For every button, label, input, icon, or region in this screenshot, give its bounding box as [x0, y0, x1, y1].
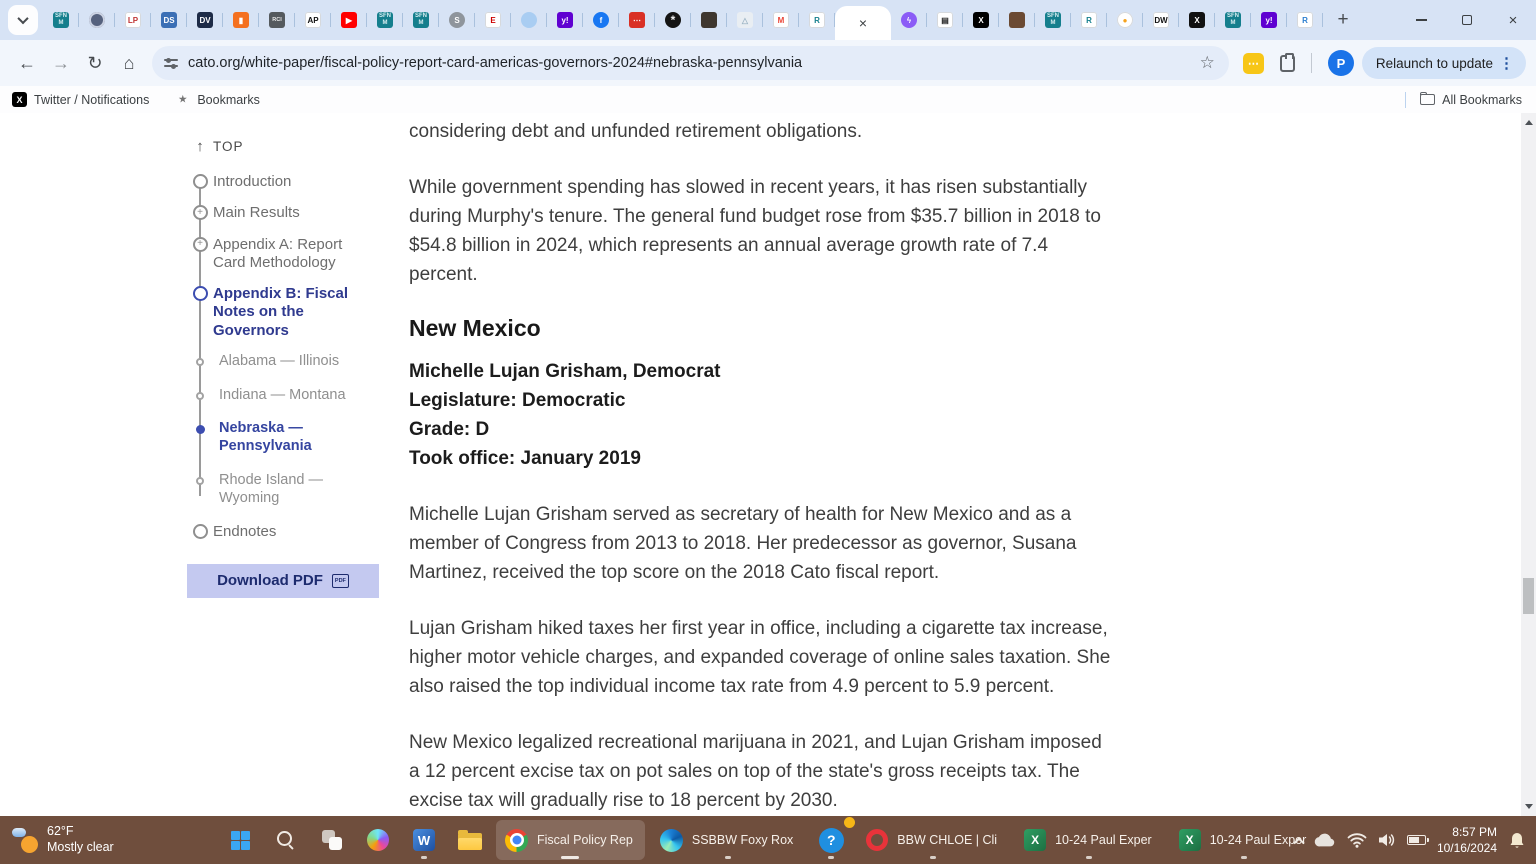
relaunch-label: Relaunch to update	[1375, 55, 1493, 71]
tab-x[interactable]	[963, 0, 999, 40]
chrome-task-button[interactable]	[496, 820, 645, 860]
wifi-button[interactable]	[1347, 832, 1367, 848]
excel-icon: X	[1179, 829, 1201, 851]
hidden-icons-button[interactable]	[1295, 836, 1303, 844]
tab-sfnm[interactable]	[1035, 0, 1071, 40]
clock[interactable]	[1437, 824, 1497, 856]
bookmark-favicon: X	[12, 92, 27, 107]
toc-introduction[interactable]	[187, 173, 387, 191]
tab-rci[interactable]	[259, 0, 295, 40]
tab-favicon: ▶	[341, 12, 357, 28]
tab-favicon: SFNM	[55, 13, 67, 26]
battery-button[interactable]	[1407, 835, 1426, 845]
tab-favicon: SFNM	[415, 13, 427, 26]
window-controls	[1398, 0, 1536, 40]
close-icon: ×	[1508, 11, 1518, 29]
tab-favicon: R	[1297, 12, 1313, 28]
paragraph-taxes: Lujan Grisham hiked taxes her first year in office, including a cigarette tax increase, higher motor vehicle charges, and expanded coverage of online sales taxation. She also raised the top individual income tax rate from 4.9 percent to 5.9 percent.	[409, 618, 1111, 698]
download-pdf-button[interactable]	[187, 564, 379, 598]
back-button[interactable]: ←	[18, 52, 36, 73]
toc-nebraska-pennsylvania[interactable]	[187, 420, 387, 455]
all-bookmarks[interactable]	[1405, 92, 1522, 108]
tab-favicon: E	[485, 12, 501, 28]
bookmarks-bar	[0, 86, 1536, 113]
tab-search-button[interactable]	[8, 5, 38, 35]
toc-label: Indiana — Montana	[219, 386, 346, 403]
tab-favicon: SFNM	[1227, 13, 1239, 26]
file-explorer-button[interactable]	[450, 820, 490, 860]
toc-label: Nebraska — Pennsylvania	[219, 420, 312, 455]
notifications-button[interactable]	[1508, 831, 1526, 850]
paragraph-marijuana: New Mexico legalized recreational marijuana in 2021, and Lujan Grisham imposed a 12 percent excise tax on pot sales on top of the state's gross receipts tax. The excise tax will gradually rise to 18 percent by 2030.	[409, 732, 1102, 812]
close-icon[interactable]: ×	[858, 15, 868, 31]
weather-icon	[12, 827, 38, 853]
tab-favicon: AP	[305, 12, 321, 28]
toc-marker-icon	[196, 477, 204, 485]
tab-favicon	[701, 12, 717, 28]
toc-marker-icon	[193, 286, 208, 301]
tab-bookmark-orange[interactable]	[223, 0, 259, 40]
pinned-tabs-right	[891, 0, 1323, 40]
cloud-icon	[1314, 832, 1336, 848]
folder-icon	[1420, 94, 1435, 105]
copilot-button[interactable]	[358, 820, 398, 860]
tab-favicon: DW	[1153, 12, 1169, 28]
active-tab[interactable]	[835, 6, 891, 40]
scroll-up-arrow[interactable]	[1521, 115, 1536, 130]
tab-favicon: X	[973, 12, 989, 28]
pdf-icon	[332, 574, 349, 588]
info-line: Legislature: Democratic	[409, 390, 626, 412]
paragraph-bio: Michelle Lujan Grisham served as secretary of health for New Mexico and as a member of Congress from 2013 to 2018. Her predecessor as governor, Susana Martinez, received the top score on the 2018 Cato fiscal report.	[409, 504, 1077, 584]
tab-favicon: ▤	[937, 12, 953, 28]
task-view-icon	[322, 830, 342, 850]
opera-task-label: BBW CHLOE | Cli	[897, 833, 998, 847]
opera-icon	[866, 829, 888, 851]
tab-strip	[0, 0, 1536, 40]
toc-top[interactable]	[187, 138, 387, 156]
toc-label: Endnotes	[213, 523, 277, 541]
tab-favicon: R	[809, 12, 825, 28]
speaker-icon	[1378, 832, 1396, 848]
minimize-icon	[1416, 19, 1427, 21]
tab-dw[interactable]	[1143, 0, 1179, 40]
tab-r-teal[interactable]	[1071, 0, 1107, 40]
site-settings-icon[interactable]	[164, 56, 178, 70]
tab-sfnm[interactable]	[367, 0, 403, 40]
wifi-icon	[1347, 832, 1367, 848]
tab-sfnm[interactable]	[43, 0, 79, 40]
address-bar[interactable]	[152, 46, 1229, 80]
tab-favicon: RCI	[269, 12, 285, 28]
tab-favicon: f	[593, 12, 609, 28]
tab-facebook[interactable]	[583, 0, 619, 40]
help-badge	[844, 817, 855, 828]
search-icon	[276, 830, 296, 850]
toc-label: Appendix A: Report Card Methodology	[213, 235, 343, 271]
excel-task-label-1: 10-24 Paul Exper	[1055, 833, 1152, 847]
tab-yahoo[interactable]	[547, 0, 583, 40]
tab-favicon	[521, 12, 537, 28]
help-button[interactable]	[811, 820, 851, 860]
toolbar-separator	[1311, 53, 1312, 73]
bookmark-items	[12, 92, 286, 107]
tray-date: 10/16/2024	[1436, 841, 1497, 855]
paragraph-partial: considering debt and unfunded retirement obligations.	[409, 121, 863, 142]
tab-favicon: SFNM	[379, 13, 391, 26]
tab-globe-blue[interactable]	[511, 0, 547, 40]
excel-task-label-2: 10-24 Paul Exper	[1209, 833, 1307, 847]
help-icon: ?	[819, 828, 844, 853]
page-content	[0, 113, 1536, 816]
start-button[interactable]	[220, 820, 260, 860]
battery-icon	[1407, 835, 1426, 845]
edge-icon	[660, 829, 683, 852]
excel-task-button-1[interactable]	[1015, 820, 1164, 860]
close-window-button[interactable]	[1490, 0, 1536, 40]
tab-favicon: LP	[125, 12, 141, 28]
edge-task-button[interactable]	[651, 820, 805, 860]
tab-flame[interactable]	[1107, 0, 1143, 40]
home-button[interactable]: ⌂	[123, 52, 135, 73]
relaunch-to-update-button[interactable]	[1362, 47, 1526, 79]
tab-yahoo[interactable]	[1251, 0, 1287, 40]
tab-lp-news[interactable]	[115, 0, 151, 40]
tab-citydesk[interactable]	[927, 0, 963, 40]
url-text[interactable]: cato.org/white-paper/fiscal-policy-report-card-americas-governors-2024#nebraska-pennsylvania	[188, 55, 803, 71]
tab-x-red[interactable]	[1179, 0, 1215, 40]
info-line: Michelle Lujan Grisham, Democrat	[409, 361, 721, 383]
toc-marker-icon	[193, 174, 208, 189]
tab-black-gear[interactable]	[655, 0, 691, 40]
weather-temp: 62°F	[47, 824, 74, 839]
bookmark-label: Bookmarks	[197, 92, 260, 107]
forward-button[interactable]: →	[52, 52, 70, 73]
bookmarks-separator	[1405, 92, 1406, 108]
chevron-up-icon	[1293, 837, 1304, 848]
toc-rhode-island-wyoming[interactable]	[187, 472, 387, 507]
tab-favicon: S	[449, 12, 465, 28]
tab-youtube[interactable]	[331, 0, 367, 40]
system-tray	[1295, 816, 1526, 864]
info-line: Took office: January 2019	[409, 448, 641, 470]
tab-favicon: ⋯	[629, 12, 645, 28]
tab-dv[interactable]	[187, 0, 223, 40]
browser-toolbar	[0, 40, 1536, 86]
toc-marker-icon	[193, 237, 208, 252]
tab-favicon: y!	[557, 12, 573, 28]
chrome-task-label: Fiscal Policy Rep	[537, 833, 633, 847]
toc-label: Alabama — Illinois	[219, 353, 340, 370]
excel-icon: X	[1024, 829, 1046, 851]
tab-favicon: △	[737, 12, 753, 28]
tab-dark-photo[interactable]	[691, 0, 727, 40]
onedrive-button[interactable]	[1314, 832, 1336, 848]
toc-main-results[interactable]	[187, 204, 387, 222]
word-icon: W	[413, 829, 435, 851]
tab-favicon	[89, 12, 105, 28]
bookmark-twitter-notifications[interactable]	[12, 92, 149, 107]
taskbar-center	[220, 820, 1318, 860]
bookmark-favicon: ★	[178, 94, 187, 104]
scroll-down-arrow[interactable]	[1521, 799, 1536, 814]
tab-favicon: y!	[1261, 12, 1277, 28]
all-bookmarks-label: All Bookmarks	[1442, 92, 1522, 107]
governor-info	[409, 357, 1116, 473]
windows-logo-icon	[231, 831, 250, 850]
tab-favicon: *	[665, 12, 681, 28]
tab-red-dots[interactable]	[619, 0, 655, 40]
new-tab-button[interactable]: +	[1337, 9, 1349, 30]
table-of-contents	[187, 138, 387, 598]
tab-dark-photo-2[interactable]	[999, 0, 1035, 40]
tab-favicon: M	[773, 12, 789, 28]
toc-label: Rhode Island — Wyoming	[219, 471, 323, 506]
bell-icon	[1508, 831, 1526, 850]
tab-thunder[interactable]	[891, 0, 927, 40]
task-view-button[interactable]	[312, 820, 352, 860]
toc-list	[187, 138, 387, 542]
chrome-icon	[505, 829, 528, 852]
tab-favicon: X	[1189, 12, 1205, 28]
toc-indiana-montana[interactable]	[187, 387, 387, 405]
toc-marker-icon	[193, 524, 208, 539]
tab-globe-gray[interactable]	[439, 0, 475, 40]
toc-label: Appendix B: Fiscal Notes on the Governors	[213, 285, 349, 339]
info-line: Grade: D	[409, 419, 490, 441]
tab-mountain[interactable]	[727, 0, 763, 40]
weather-condition: Mostly clear	[47, 840, 114, 854]
toc-label: Main Results	[213, 204, 300, 222]
word-button[interactable]	[404, 820, 444, 860]
tab-r-teal[interactable]	[799, 0, 835, 40]
weather-widget[interactable]	[12, 816, 114, 864]
tab-ds[interactable]	[151, 0, 187, 40]
bookmark-label: Twitter / Notifications	[34, 92, 150, 107]
tab-favicon: ϟ	[901, 12, 917, 28]
tab-espn[interactable]	[475, 0, 511, 40]
tab-seal[interactable]	[79, 0, 115, 40]
toc-marker-icon	[196, 138, 204, 156]
toc-marker-icon	[193, 205, 208, 220]
tab-gmail[interactable]	[763, 0, 799, 40]
scrollbar-thumb[interactable]	[1523, 578, 1534, 614]
profile-avatar[interactable]: P	[1328, 50, 1354, 76]
bookmark-bookmarks[interactable]	[175, 92, 260, 107]
extension-icon[interactable]: ⋯	[1243, 53, 1264, 74]
maximize-button[interactable]	[1444, 0, 1490, 40]
copilot-icon	[367, 829, 389, 851]
tab-favicon	[1009, 12, 1025, 28]
download-pdf-label: Download PDF	[217, 572, 323, 589]
toc-label: TOP	[213, 139, 244, 154]
tab-favicon: ▮	[233, 12, 249, 28]
paragraph-murphy: While government spending has slowed in recent years, it has risen substantially during Murphy's tenure. The general fund budget rose from $35.7 billion in 2018 to $54.8 billion in 2024, which represents an annual average growth rate of 7.4 percent.	[409, 177, 1101, 285]
extensions-puzzle-icon[interactable]	[1280, 55, 1295, 72]
toc-appendix-a[interactable]	[187, 236, 387, 273]
maximize-icon	[1462, 15, 1472, 25]
opera-task-button[interactable]	[857, 820, 1009, 860]
tab-r-blue[interactable]	[1287, 0, 1323, 40]
chevron-down-icon	[17, 13, 28, 24]
toc-endnotes[interactable]	[187, 523, 387, 541]
minimize-button[interactable]	[1398, 0, 1444, 40]
pinned-tabs-left	[43, 0, 835, 40]
toc-marker-icon	[196, 392, 204, 400]
tray-time: 8:57 PM	[1452, 824, 1497, 839]
page-scrollbar[interactable]	[1521, 113, 1536, 816]
toc-alabama-illinois[interactable]	[187, 353, 387, 371]
section-heading: New Mexico	[409, 315, 541, 341]
edge-task-label: SSBBW Foxy Rox	[691, 833, 794, 847]
tab-favicon: ●	[1117, 12, 1133, 28]
toc-marker-icon	[196, 358, 204, 366]
kebab-menu-icon[interactable]: ⋮	[1499, 55, 1514, 72]
tab-sfnm[interactable]	[1215, 0, 1251, 40]
tab-ap-news[interactable]	[295, 0, 331, 40]
volume-button[interactable]	[1378, 832, 1396, 848]
tab-favicon: SFNM	[1047, 13, 1059, 26]
toc-label: Introduction	[213, 173, 292, 190]
folder-icon	[458, 833, 482, 850]
reload-button[interactable]: ↻	[87, 52, 103, 73]
toc-marker-icon	[196, 425, 205, 434]
tab-favicon: DS	[161, 12, 177, 28]
search-button[interactable]	[266, 820, 306, 860]
tab-favicon: R	[1081, 12, 1097, 28]
tab-favicon: DV	[197, 12, 213, 28]
article	[409, 117, 1116, 842]
tab-sfnm[interactable]	[403, 0, 439, 40]
taskbar	[0, 816, 1536, 864]
bookmark-star-icon[interactable]: ☆	[1199, 53, 1215, 72]
toc-appendix-b[interactable]	[187, 285, 387, 340]
